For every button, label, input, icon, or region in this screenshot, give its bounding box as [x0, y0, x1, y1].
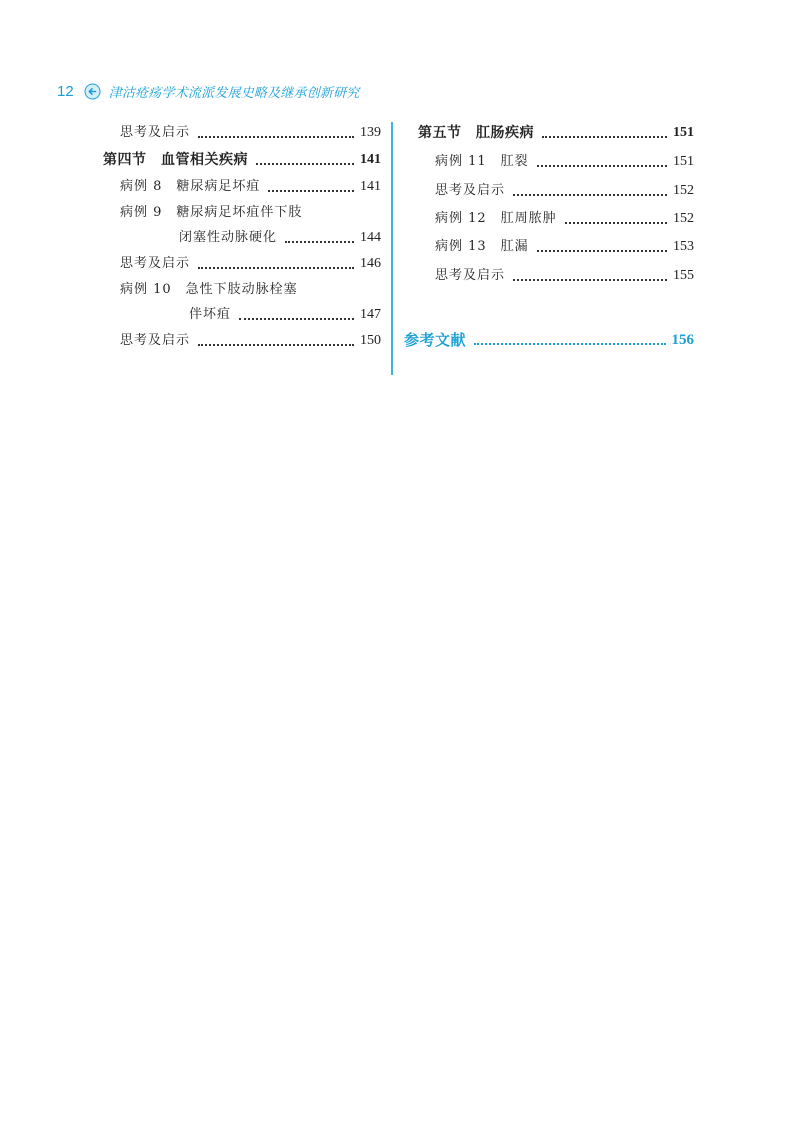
toc-entry-page: 146 — [360, 256, 381, 271]
toc-entry[interactable] — [120, 124, 381, 142]
toc-entry[interactable] — [435, 182, 694, 200]
leader-dots — [256, 163, 354, 165]
toc-section-entry[interactable] — [103, 151, 381, 169]
toc-entry-label: 伴坏疽 — [189, 307, 232, 322]
book-title: 津沽疮疡学术流派发展史略及继承创新研究 — [108, 85, 360, 101]
toc-entry[interactable] — [435, 238, 694, 256]
leader-dots — [474, 343, 665, 345]
toc-references-entry[interactable] — [404, 331, 694, 349]
toc-entry-label: 思考及启示 — [120, 125, 191, 140]
toc-entry-page: 144 — [360, 230, 381, 245]
toc-entry[interactable] — [435, 210, 694, 228]
toc-entry-label: 病例 12 肛周脓肿 — [435, 211, 557, 226]
toc-entry-label: 病例 11 肛裂 — [435, 154, 529, 169]
toc-entry-label: 闭塞性动脉硬化 — [179, 230, 278, 245]
toc-entry[interactable] — [120, 332, 381, 350]
toc-entry-page: 152 — [673, 183, 694, 198]
toc-entry-label: 思考及启示 — [120, 256, 191, 271]
leader-dots — [513, 279, 667, 281]
references-page: 156 — [671, 332, 694, 348]
leader-dots — [513, 194, 667, 196]
toc-entry-page: 151 — [673, 154, 694, 169]
leader-dots — [239, 318, 354, 320]
toc-entry-page: 147 — [360, 307, 381, 322]
toc-section-entry[interactable] — [418, 124, 694, 142]
toc-entry[interactable] — [120, 255, 381, 273]
toc-entry-label: 思考及启示 — [120, 333, 191, 348]
toc-entry[interactable] — [435, 267, 694, 285]
toc-entry-page: 139 — [360, 125, 381, 140]
toc-entry-label: 病例 13 肛漏 — [435, 239, 529, 254]
toc-entry[interactable] — [120, 178, 381, 196]
toc-entry-label: 思考及启示 — [435, 268, 506, 283]
leader-dots — [285, 241, 354, 243]
leader-dots — [198, 136, 354, 138]
references-label: 参考文献 — [404, 331, 467, 349]
column-divider — [391, 122, 393, 375]
toc-section-label: 第四节 血管相关疾病 — [103, 152, 248, 168]
leader-dots — [565, 222, 667, 224]
leader-dots — [542, 136, 667, 138]
leader-dots — [537, 250, 667, 252]
leader-dots — [198, 267, 354, 269]
toc-entry[interactable] — [189, 306, 381, 324]
toc-entry-label-line1[interactable]: 病例 9 糖尿病足坏疽伴下肢 — [120, 205, 303, 220]
toc-entry-label-line1[interactable]: 病例 10 急性下肢动脉栓塞 — [120, 282, 298, 297]
page-number: 12 — [57, 82, 74, 100]
leader-dots — [198, 344, 354, 346]
leader-dots — [537, 165, 667, 167]
arrow-left-circle-icon — [84, 83, 101, 100]
toc-entry-page: 155 — [673, 268, 694, 283]
toc-entry-page: 150 — [360, 333, 381, 348]
toc-entry-page: 141 — [360, 152, 381, 167]
toc-entry-page: 152 — [673, 211, 694, 226]
toc-section-label: 第五节 肛肠疾病 — [418, 125, 534, 141]
toc-entry-label: 病例 8 糖尿病足坏疽 — [120, 179, 261, 194]
leader-dots — [268, 190, 354, 192]
page-header — [57, 79, 360, 103]
toc-entry-page: 151 — [673, 125, 694, 140]
toc-entry[interactable] — [179, 229, 381, 247]
toc-entry[interactable] — [435, 153, 694, 171]
toc-entry-label: 思考及启示 — [435, 183, 506, 198]
toc-entry-page: 153 — [673, 239, 694, 254]
toc-entry-page: 141 — [360, 179, 381, 194]
